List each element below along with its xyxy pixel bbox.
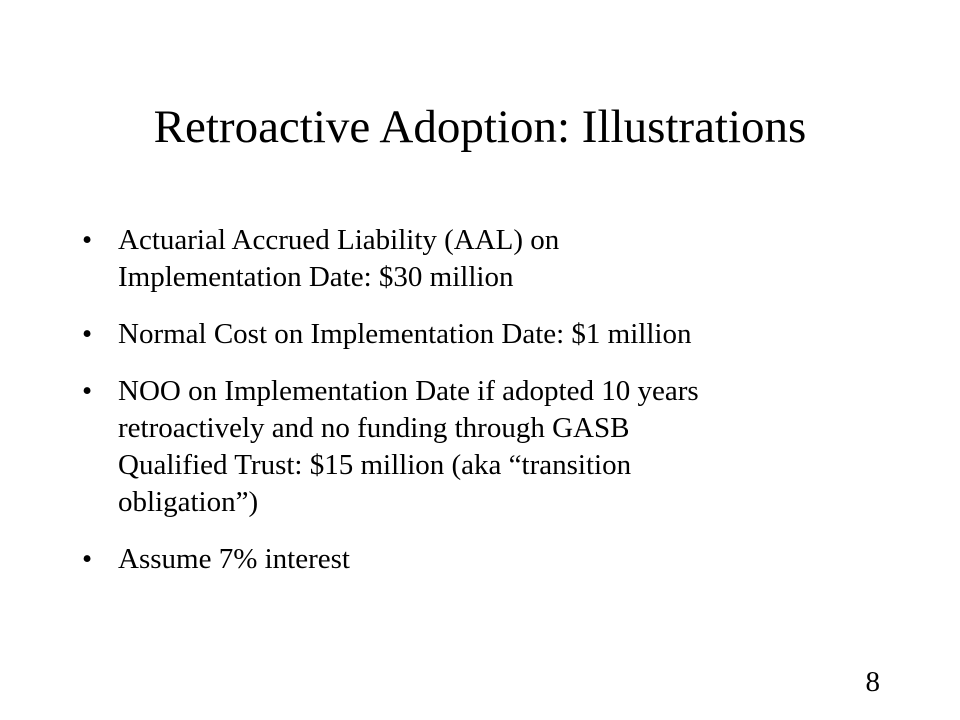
bullet-text: Normal Cost on Implementation Date: $1 million (118, 318, 692, 350)
bullet-item-interest (82, 541, 862, 578)
bullet-item-normal-cost (82, 316, 862, 353)
bullet-list (82, 222, 862, 598)
bullet-dot-icon: • (82, 375, 93, 407)
bullet-dot-icon: • (82, 318, 93, 350)
page-number: 8 (865, 666, 880, 698)
bullet-item-aal (82, 222, 862, 296)
bullet-text: NOO on Implementation Date if adopted 10 years retroactively and no funding through GASB Qualified Trust: $15 million (aka “transition obligation”) (118, 375, 699, 518)
bullet-text: Assume 7% interest (118, 543, 350, 575)
bullet-dot-icon: • (82, 224, 93, 256)
bullet-dot-icon: • (82, 543, 93, 575)
bullet-text: Actuarial Accrued Liability (AAL) on Implementation Date: $30 million (118, 224, 560, 293)
bullet-item-noo (82, 373, 862, 521)
slide-title: Retroactive Adoption: Illustrations (153, 101, 807, 153)
